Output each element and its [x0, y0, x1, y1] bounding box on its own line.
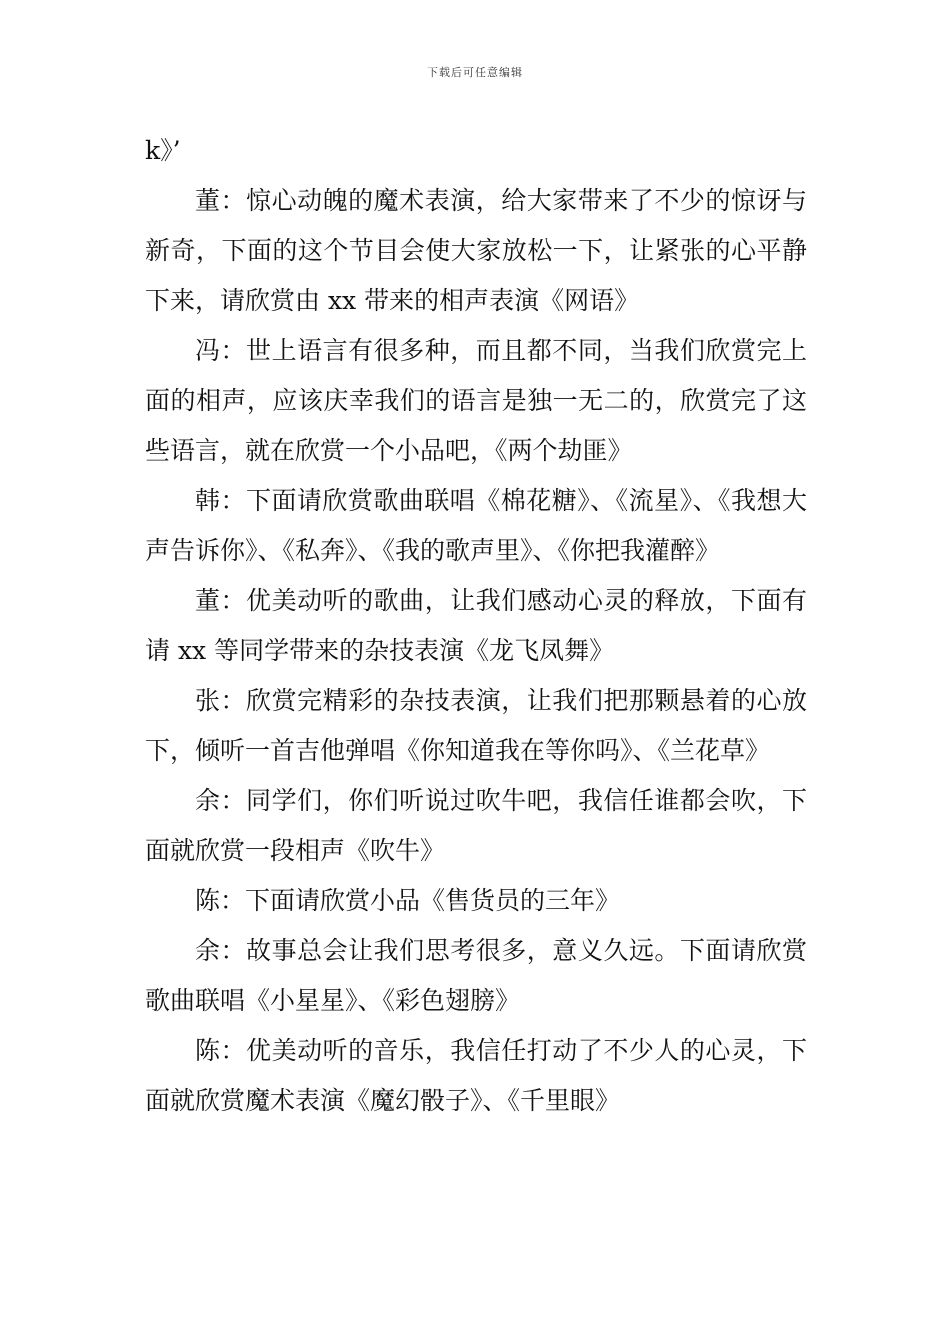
paragraph-continuation: k》’ [145, 136, 181, 165]
paragraph-chen-2: 陈：优美动听的音乐，我信任打动了不少人的心灵，下面就欣赏魔术表演《魔幻骰子》、《千里眼》 [145, 1036, 807, 1115]
paragraph-yu-1: 余：同学们，你们听说过吹牛吧，我信任谁都会吹，下面就欣赏一段相声《吹牛》 [145, 786, 807, 865]
paragraph-zhang: 张：欣赏完精彩的杂技表演，让我们把那颗悬着的心放下，倾听一首吉他弹唱《你知道我在等你吗》、《兰花草》 [145, 686, 807, 765]
paragraph-feng: 冯：世上语言有很多种，而且都不同，当我们欣赏完上面的相声，应该庆幸我们的语言是独一无二的，欣赏完了这些语言，就在欣赏一个小品吧，《两个劫匪》 [145, 336, 807, 465]
paragraph-dong-1: 董：惊心动魄的魔术表演，给大家带来了不少的惊讶与新奇，下面的这个节目会使大家放松一下，让紧张的心平静下来，请欣赏由 xx 带来的相声表演《网语》 [145, 186, 807, 315]
paragraph-han: 韩：下面请欣赏歌曲联唱《棉花糖》、《流星》、《我想大声告诉你》、《私奔》、《我的歌声里》、《你把我灌醉》 [145, 486, 807, 565]
page-header: 下载后可任意编辑 [427, 66, 523, 79]
paragraph-yu-2: 余：故事总会让我们思考很多，意义久远。下面请欣赏歌曲联唱《小星星》、《彩色翅膀》 [145, 936, 807, 1015]
paragraph-dong-2: 董：优美动听的歌曲，让我们感动心灵的释放，下面有请 xx 等同学带来的杂技表演《龙飞凤舞》 [145, 586, 807, 665]
document-body [145, 126, 807, 1126]
paragraph-chen-1: 陈：下面请欣赏小品《售货员的三年》 [195, 886, 621, 915]
